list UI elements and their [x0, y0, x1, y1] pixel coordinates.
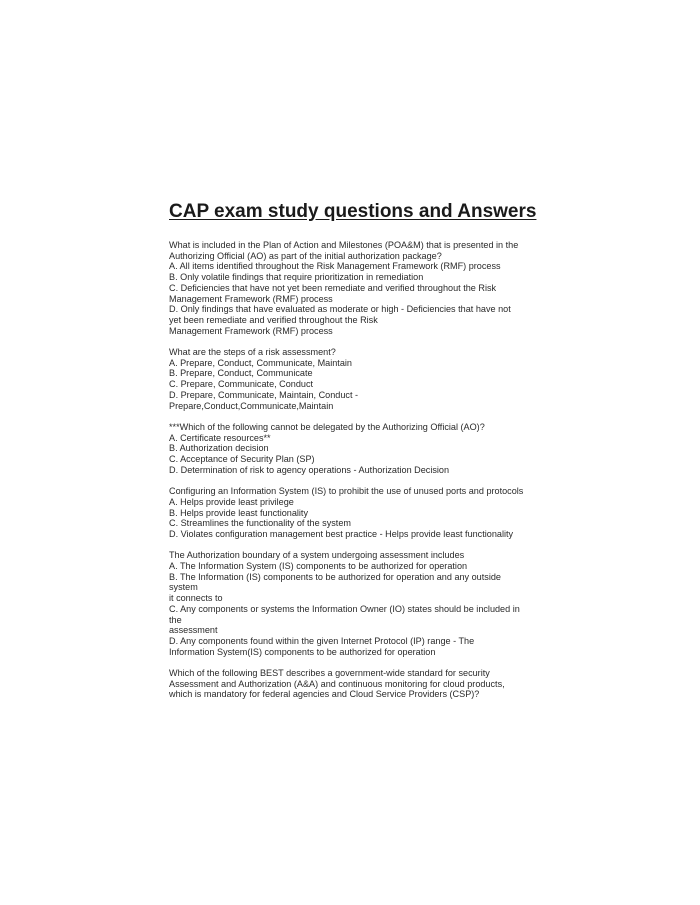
question-line: Information System(IS) components to be authorized for operation: [169, 646, 436, 657]
question-line: D. Violates configuration management best practice - Helps provide least functionality: [169, 528, 514, 539]
question-line: A. The Information System (IS) components to be authorized for operation: [169, 561, 468, 572]
question-line: assessment: [169, 625, 218, 636]
question-text: The Authorization boundary of a system undergoing assessment includes: [169, 550, 465, 561]
question-text: What are the steps of a risk assessment?: [169, 347, 336, 358]
question-line: it connects to: [169, 593, 223, 604]
question-text: ***Which of the following cannot be delegated by the Authorizing Official (AO)?: [169, 421, 485, 432]
question-line: D. Determination of risk to agency operations - Authorization Decision: [169, 464, 450, 475]
question-line: Assessment and Authorization (A&A) and continuous monitoring for cloud products,: [169, 678, 505, 689]
question-line: B. The Information (IS) components to be authorized for operation and any outside: [169, 571, 501, 582]
question-line: A. Certificate resources**: [169, 432, 271, 443]
question-line: A. Helps provide least privilege: [169, 496, 294, 507]
question-text: What is included in the Plan of Action and Milestones (POA&M) that is presented in the: [169, 240, 519, 250]
question-line: the: [169, 614, 182, 625]
question-line: A. All items identified throughout the Risk Management Framework (RMF) process: [169, 261, 501, 272]
question-line: B. Authorization decision: [169, 443, 269, 454]
question-text: Which of the following BEST describes a government-wide standard for security: [169, 668, 490, 679]
question-line: C. Prepare, Communicate, Conduct: [169, 379, 314, 390]
question-block: [169, 550, 549, 657]
question-line: which is mandatory for federal agencies and Cloud Service Providers (CSP)?: [169, 689, 480, 700]
question-block: [169, 347, 549, 411]
question-line: C. Deficiencies that have not yet been remediate and verified throughout the Risk: [169, 282, 497, 293]
question-block: [169, 240, 549, 336]
question-line: D. Prepare, Communicate, Maintain, Conduct -: [169, 389, 359, 400]
question-block: [169, 668, 549, 700]
question-line: C. Any components or systems the Information Owner (IO) states should be included in: [169, 603, 520, 614]
question-line: D. Only findings that have evaluated as moderate or high - Deficiencies that have not: [169, 304, 511, 315]
question-line: yet been remediate and verified throughout the Risk: [169, 314, 378, 325]
question-line: Authorizing Official (AO) as part of the initial authorization package?: [169, 250, 442, 261]
question-line: Management Framework (RMF) process: [169, 325, 333, 336]
question-block: [169, 422, 549, 476]
question-line: B. Only volatile findings that require prioritization in remediation: [169, 272, 424, 283]
question-line: B. Prepare, Conduct, Communicate: [169, 368, 313, 379]
question-line: D. Any components found within the given Internet Protocol (IP) range - The: [169, 635, 475, 646]
question-list: [169, 240, 549, 711]
document-title: CAP exam study questions and Answers: [169, 201, 537, 222]
question-line: A. Prepare, Conduct, Communicate, Maintain: [169, 357, 352, 368]
question-line: Management Framework (RMF) process: [169, 293, 333, 304]
question-line: system: [169, 582, 198, 593]
question-line: C. Acceptance of Security Plan (SP): [169, 454, 315, 465]
question-text: Configuring an Information System (IS) to prohibit the use of unused ports and protocols: [169, 486, 524, 497]
question-block: [169, 486, 549, 540]
question-line: Prepare,Conduct,Communicate,Maintain: [169, 400, 334, 411]
question-line: B. Helps provide least functionality: [169, 507, 309, 518]
question-line: C. Streamlines the functionality of the system: [169, 518, 351, 529]
